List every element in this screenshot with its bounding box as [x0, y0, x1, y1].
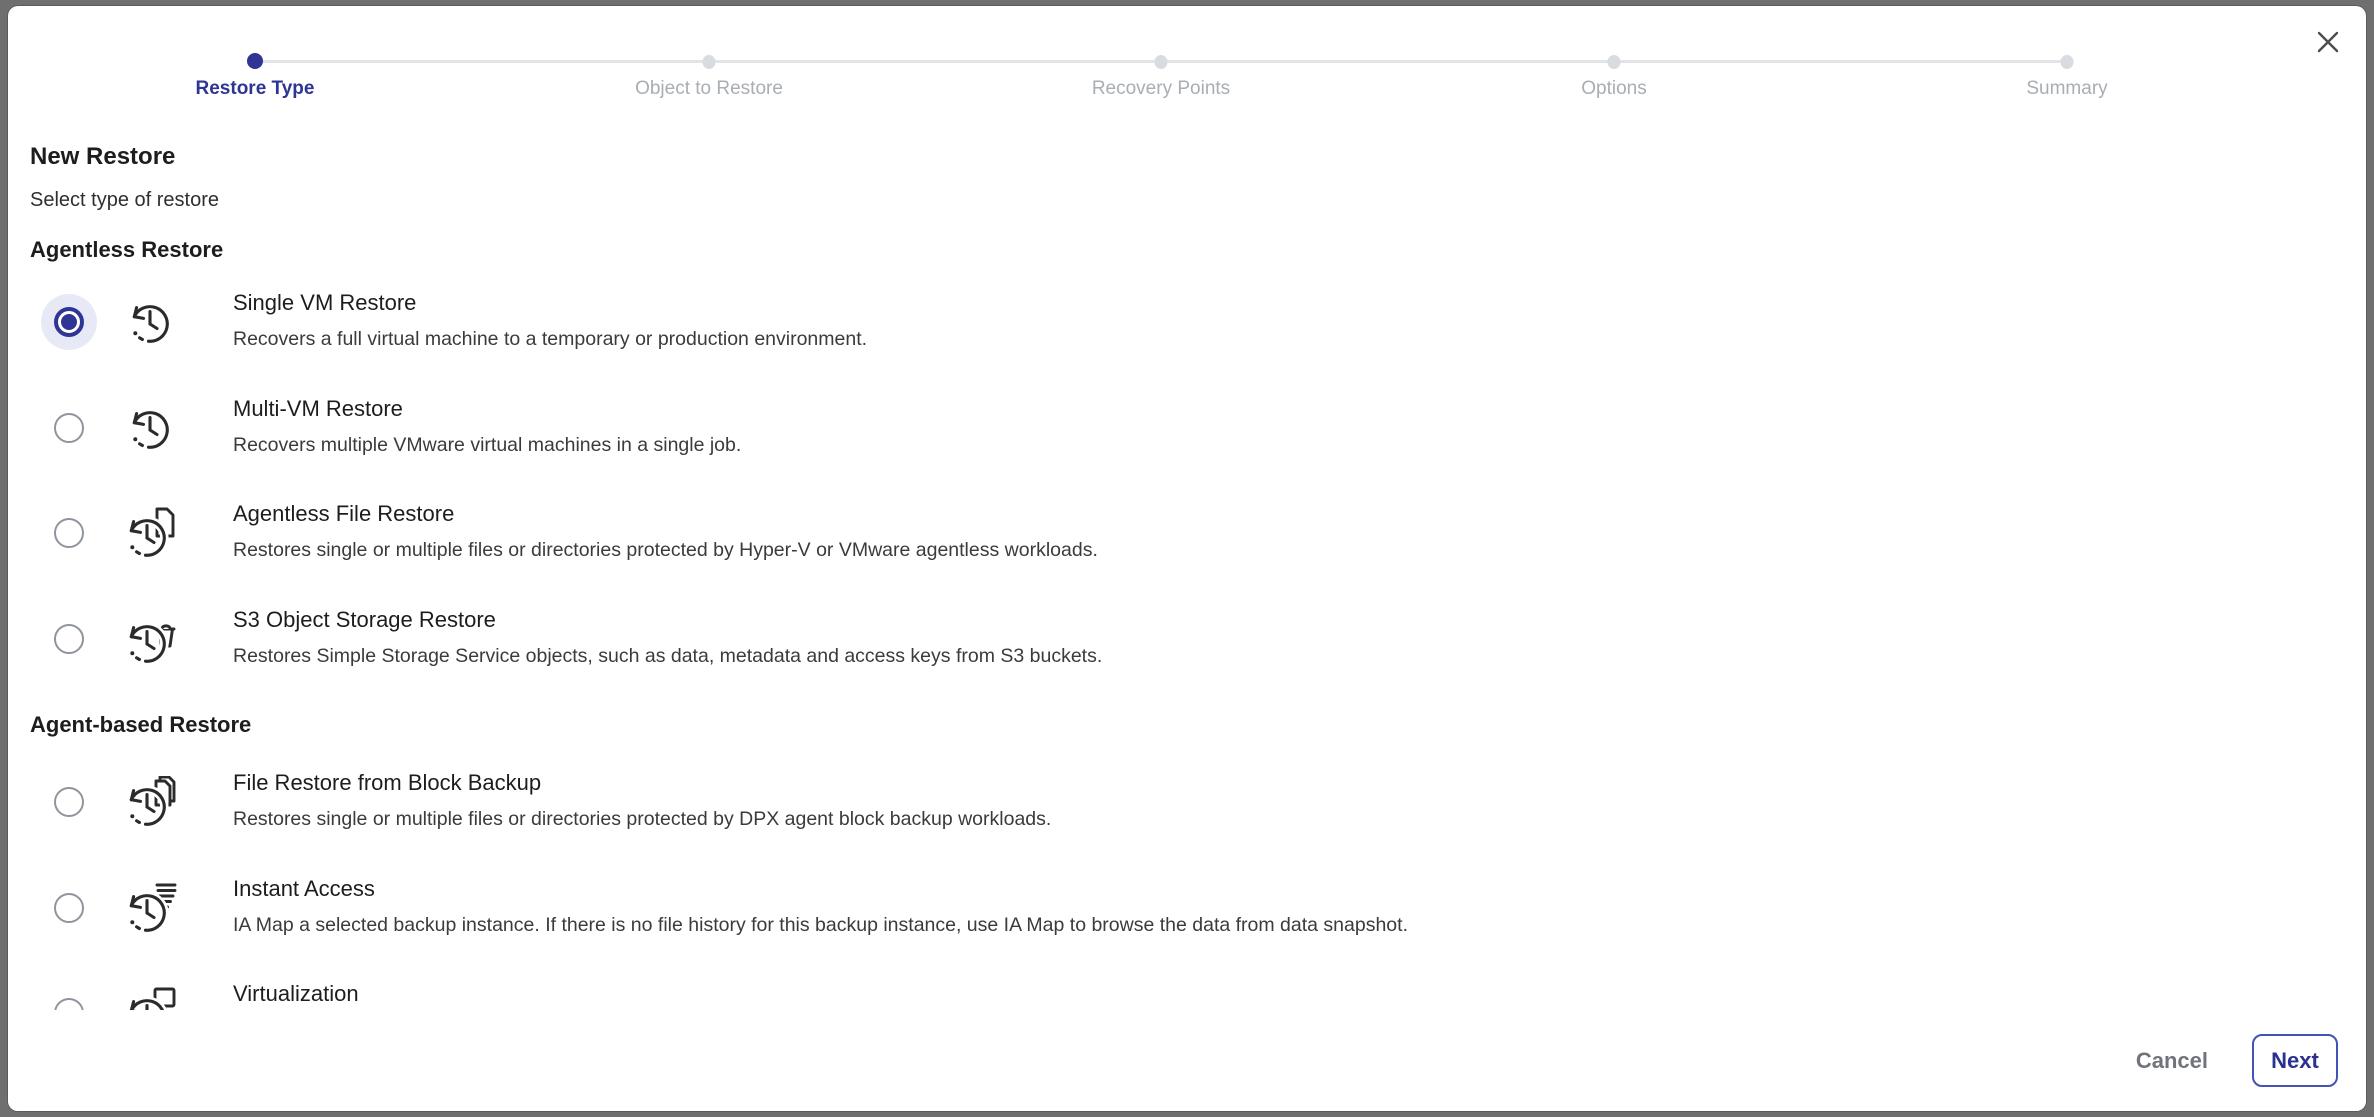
file-clock-icon — [125, 507, 177, 559]
option-title: Agentless File Restore — [233, 501, 455, 526]
step-dot — [2061, 55, 2074, 69]
radio-s3-object-storage-restore[interactable] — [54, 624, 84, 654]
option-title: Virtualization — [233, 981, 359, 1006]
dialog-footer — [8, 1010, 2366, 1111]
option-title: S3 Object Storage Restore — [233, 607, 496, 632]
step-dot — [1155, 55, 1168, 69]
option-file-restore-from-block-backup[interactable] — [8, 770, 2208, 848]
option-description: Recovers multiple VMware virtual machines in a single job. — [233, 434, 742, 456]
option-title: Single VM Restore — [233, 290, 417, 315]
step-label: Recovery Points — [1091, 78, 1231, 99]
section-heading-agent-based: Agent-based Restore — [30, 712, 252, 737]
option-title: Instant Access — [233, 876, 375, 901]
new-restore-dialog — [8, 6, 2366, 1111]
step-label: Summary — [2026, 78, 2108, 99]
radio-multi-vm-restore[interactable] — [54, 413, 84, 443]
close-icon[interactable] — [2312, 26, 2344, 58]
bucket-clock-icon — [125, 613, 177, 665]
option-title: Multi-VM Restore — [233, 396, 403, 421]
step-dot — [703, 55, 716, 69]
option-title: File Restore from Block Backup — [233, 770, 542, 795]
option-description: Restores Simple Storage Service objects, such as data, metadata and access keys from S3 buckets. — [233, 645, 1103, 667]
option-multi-vm-restore[interactable] — [8, 396, 2208, 474]
cancel-button[interactable]: Cancel — [2135, 1047, 2208, 1073]
step-label: Restore Type — [195, 78, 315, 99]
option-description: Recovers a full virtual machine to a temporary or production environment. — [233, 328, 868, 350]
files-clock-icon — [125, 776, 177, 828]
option-description: IA Map a selected backup instance. If there is no file history for this backup instance, use IA Map to browse the data from data snapshot. — [233, 914, 1408, 936]
option-description: Restores single or multiple files or directories protected by Hyper-V or VMware agentless workloads. — [233, 539, 1098, 561]
option-instant-access[interactable] — [8, 876, 2208, 954]
option-description: Restores single or multiple files or directories protected by DPX agent block backup workloads. — [233, 808, 1052, 830]
page-title: New Restore — [30, 143, 176, 170]
option-single-vm-restore[interactable] — [8, 290, 2208, 368]
page-subtitle: Select type of restore — [30, 189, 219, 211]
radio-instant-access[interactable] — [54, 893, 84, 923]
wizard-stepper — [8, 6, 2366, 116]
radio-single-vm-restore[interactable] — [54, 307, 84, 337]
radio-agentless-file-restore[interactable] — [54, 518, 84, 548]
option-agentless-file-restore[interactable] — [8, 501, 2208, 579]
next-button[interactable]: Next — [2252, 1034, 2338, 1087]
section-heading-agentless: Agentless Restore — [30, 237, 224, 262]
step-dot — [1608, 55, 1621, 69]
option-s3-object-storage-restore[interactable] — [8, 607, 2208, 685]
radio-file-restore-from-block-backup[interactable] — [54, 787, 84, 817]
clock-history-icon — [125, 296, 177, 348]
clock-history-icon — [125, 402, 177, 454]
instant-access-clock-icon — [125, 882, 177, 934]
step-label: Options — [1581, 78, 1647, 99]
step-dot — [247, 53, 263, 69]
step-label: Object to Restore — [635, 78, 783, 99]
